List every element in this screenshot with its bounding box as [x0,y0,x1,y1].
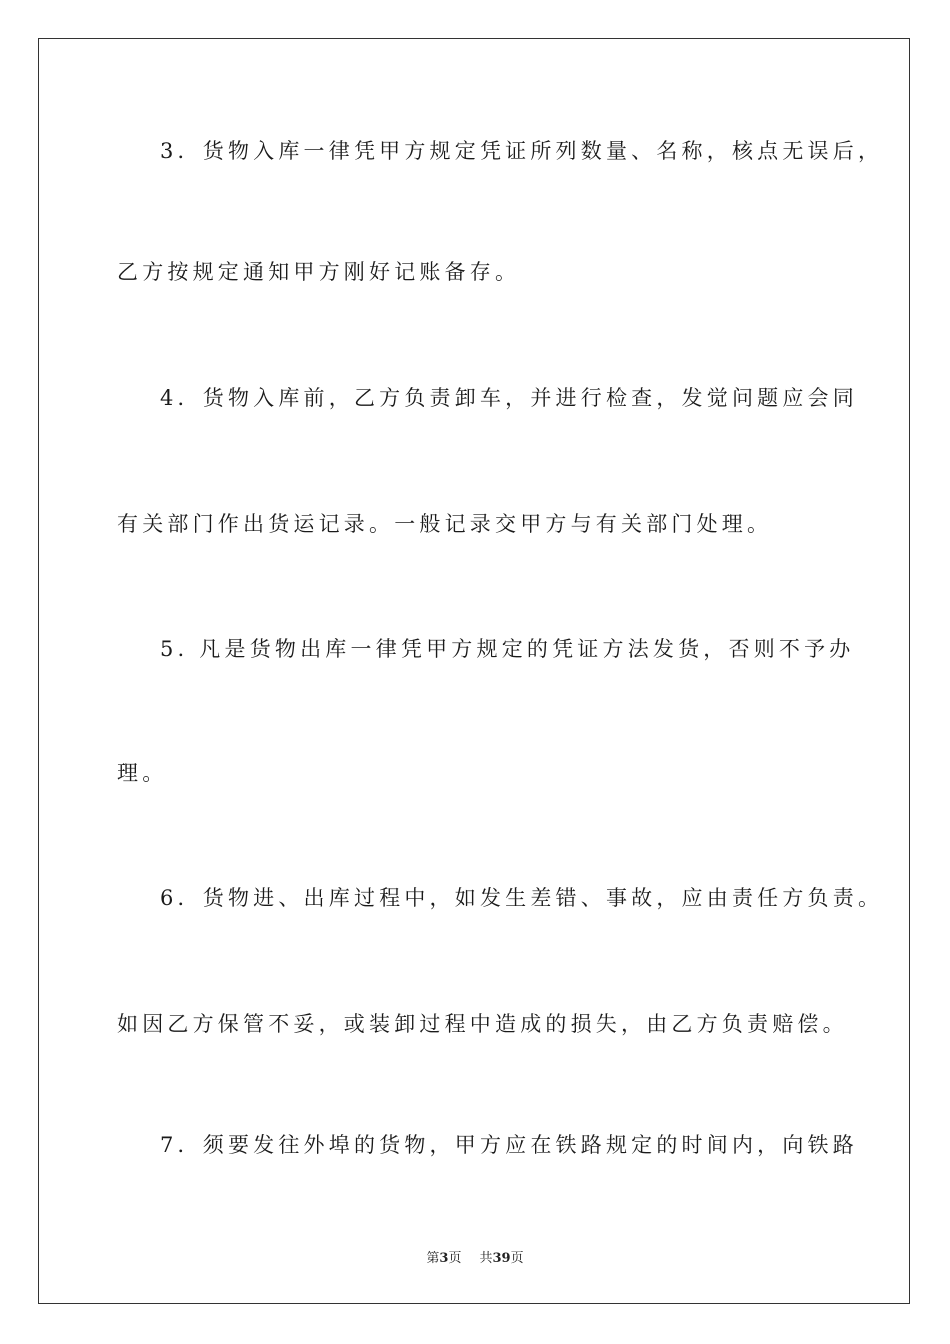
total-prefix: 共 [479,1251,493,1266]
paragraph-6-line-2: 如因乙方保管不妥，或装卸过程中造成的损失，由乙方负责赔偿。 [117,1012,848,1036]
paragraph-4-line-1: 4．货物入库前，乙方负责卸车，并进行检查，发觉问题应会同 [160,386,858,410]
total-pages: 39 [492,1251,511,1266]
page-suffix: 页 [448,1251,462,1266]
total-suffix: 页 [510,1251,524,1266]
page-number: 3 [439,1251,449,1266]
paragraph-5-line-1: 5. 凡是货物出库一律凭甲方规定的凭证方法发货，否则不予办 [160,637,855,661]
page-prefix: 第 [426,1251,440,1266]
page-border [38,38,910,1304]
paragraph-4-line-2: 有关部门作出货运记录。一般记录交甲方与有关部门处理。 [117,512,773,536]
paragraph-5-line-2: 理。 [117,761,168,785]
paragraph-7-line-1: 7．须要发往外埠的货物，甲方应在铁路规定的时间内，向铁路 [160,1133,858,1157]
paragraph-6-line-1: 6．货物进、出库过程中，如发生差错、事故，应由责任方负责。 [160,886,884,910]
paragraph-3-line-1: 3．货物入库一律凭甲方规定凭证所列数量、名称，核点无误后， [160,139,884,163]
page-footer [0,1247,950,1266]
paragraph-3-line-2: 乙方按规定通知甲方刚好记账备存。 [117,260,521,284]
